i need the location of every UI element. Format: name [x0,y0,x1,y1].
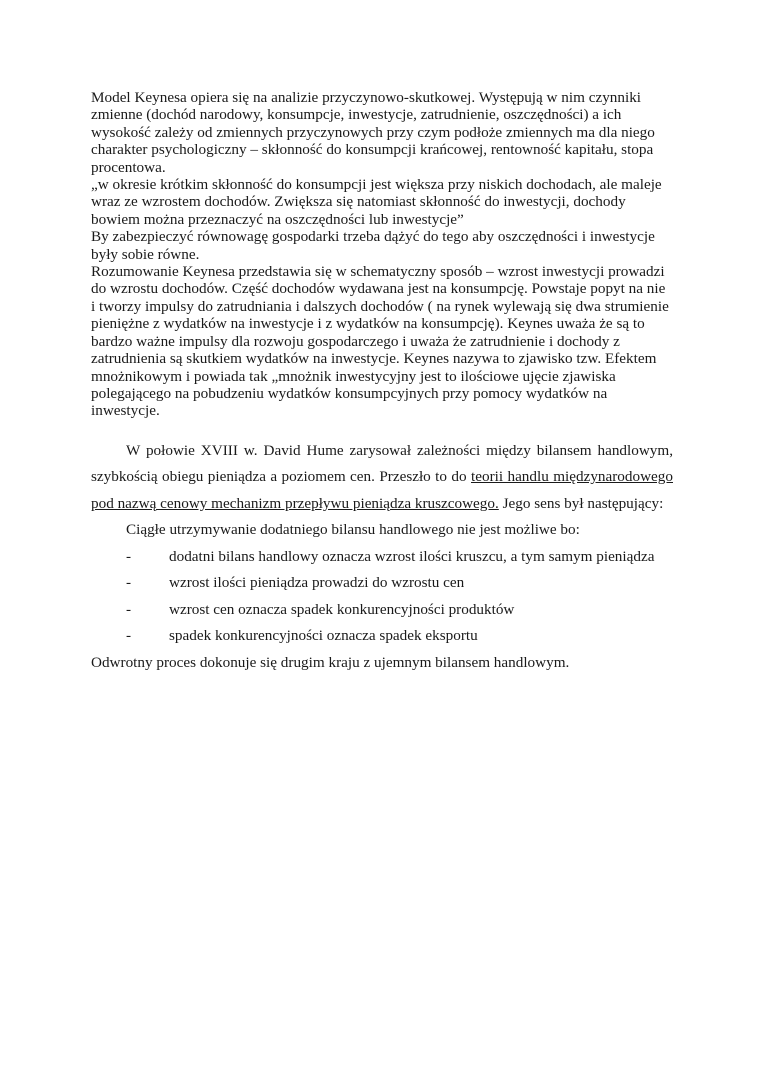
list-item-text: wzrost ilości pieniądza prowadzi do wzrostu cen [169,574,465,592]
list-item [91,597,673,624]
list-item [91,623,673,650]
keynes-paragraph-reasoning: Rozumowanie Keynesa przedstawia się w schematyczny sposób – wzrost inwestycji prowadzi do wzrostu dochodów. Część dochodów wydawana jest na konsumpcję. Powstaje popyt na nie i tworzy impulsy do zatrudniania i dalszych dochodów ( na rynek wylewają się dwa strumienie pieniężne z wydatków na inwestycje i z wydatków na konsumpcję). Keynes uważa że są to bardzo ważne impulsy dla rozwoju gospodarczego i uważa że zatrudnienie i dochody z zatrudnienia są skutkiem wydatków na inwestycje. Keynes nazywa to zjawisko tzw. Efektem mnożnikowym i powiada tak „mnożnik inwestycyjny jest to ilościowe ujęcie zjawiska polegającego na pobudzeniu wydatków konsumpcyjnych przy pomocy wydatków na inwestycje. [91,263,669,420]
keynes-quote: „w okresie krótkim skłonność do konsumpcji jest większa przy niskich dochodach, ale maleje wraz ze wzrostem dochodów. Zwiększa się natomiast skłonność do inwestycji, dochody bowiem można przeznaczyć na oszczędności lub inwestycje” [91,176,662,228]
keynes-paragraph-1: Model Keynesa opiera się na analizie przyczynowo-skutkowej. Występują w nim czynniki zmienne (dochód narodowy, konsumpcje, inwestycje, zatrudnienie, oszczędności) a ich wysokość zależy od zmiennych przyczynowych przy czym podłoże zmiennych ma dla niego charakter psychologiczny – skłonność do konsumpcji krańcowej, rentowność kapitału, stopa procentowa. [91,89,655,176]
keynes-paragraph-equilibrium: By zabezpieczyć równowagę gospodarki trzeba dążyć do tego aby oszczędności i inwestycje były sobie równe. [91,228,655,263]
bullet-dash: - [126,547,132,565]
hume-section [91,438,673,677]
list-item-text: dodatni bilans handlowy oznacza wzrost ilości kruszcu, a tym samym pieniądza [169,547,655,565]
document-page [91,89,673,676]
hume-underlined-theory: teorii handlu międzynarodowego pod nazwą cenowy mechanizm przepływu pieniądza kruszcowego. [91,468,673,512]
hume-paragraph [91,438,673,518]
hume-paragraph-end: Jego sens był następujący: [498,494,664,512]
list-item [91,570,673,597]
hume-paragraph-start: W połowie XVIII w. David Hume zarysował zależności między bilansem handlowym, szybkością obiegu pieniądza a poziomem cen. Przeszło to do [91,441,673,486]
hume-bullet-list [91,544,673,650]
list-item-text: spadek konkurencyjności oznacza spadek eksportu [169,627,478,645]
list-item-text: wzrost cen oznacza spadek konkurencyjności produktów [169,600,515,618]
hume-list-intro: Ciągłe utrzymywanie dodatniego bilansu handlowego nie jest możliwe bo: [126,521,580,539]
keynes-section [91,89,673,420]
bullet-dash: - [126,627,132,645]
bullet-dash: - [126,600,132,618]
list-item [91,544,673,571]
bullet-dash: - [126,574,132,592]
hume-closing: Odwrotny proces dokonuje się drugim kraju z ujemnym bilansem handlowym. [91,653,570,671]
